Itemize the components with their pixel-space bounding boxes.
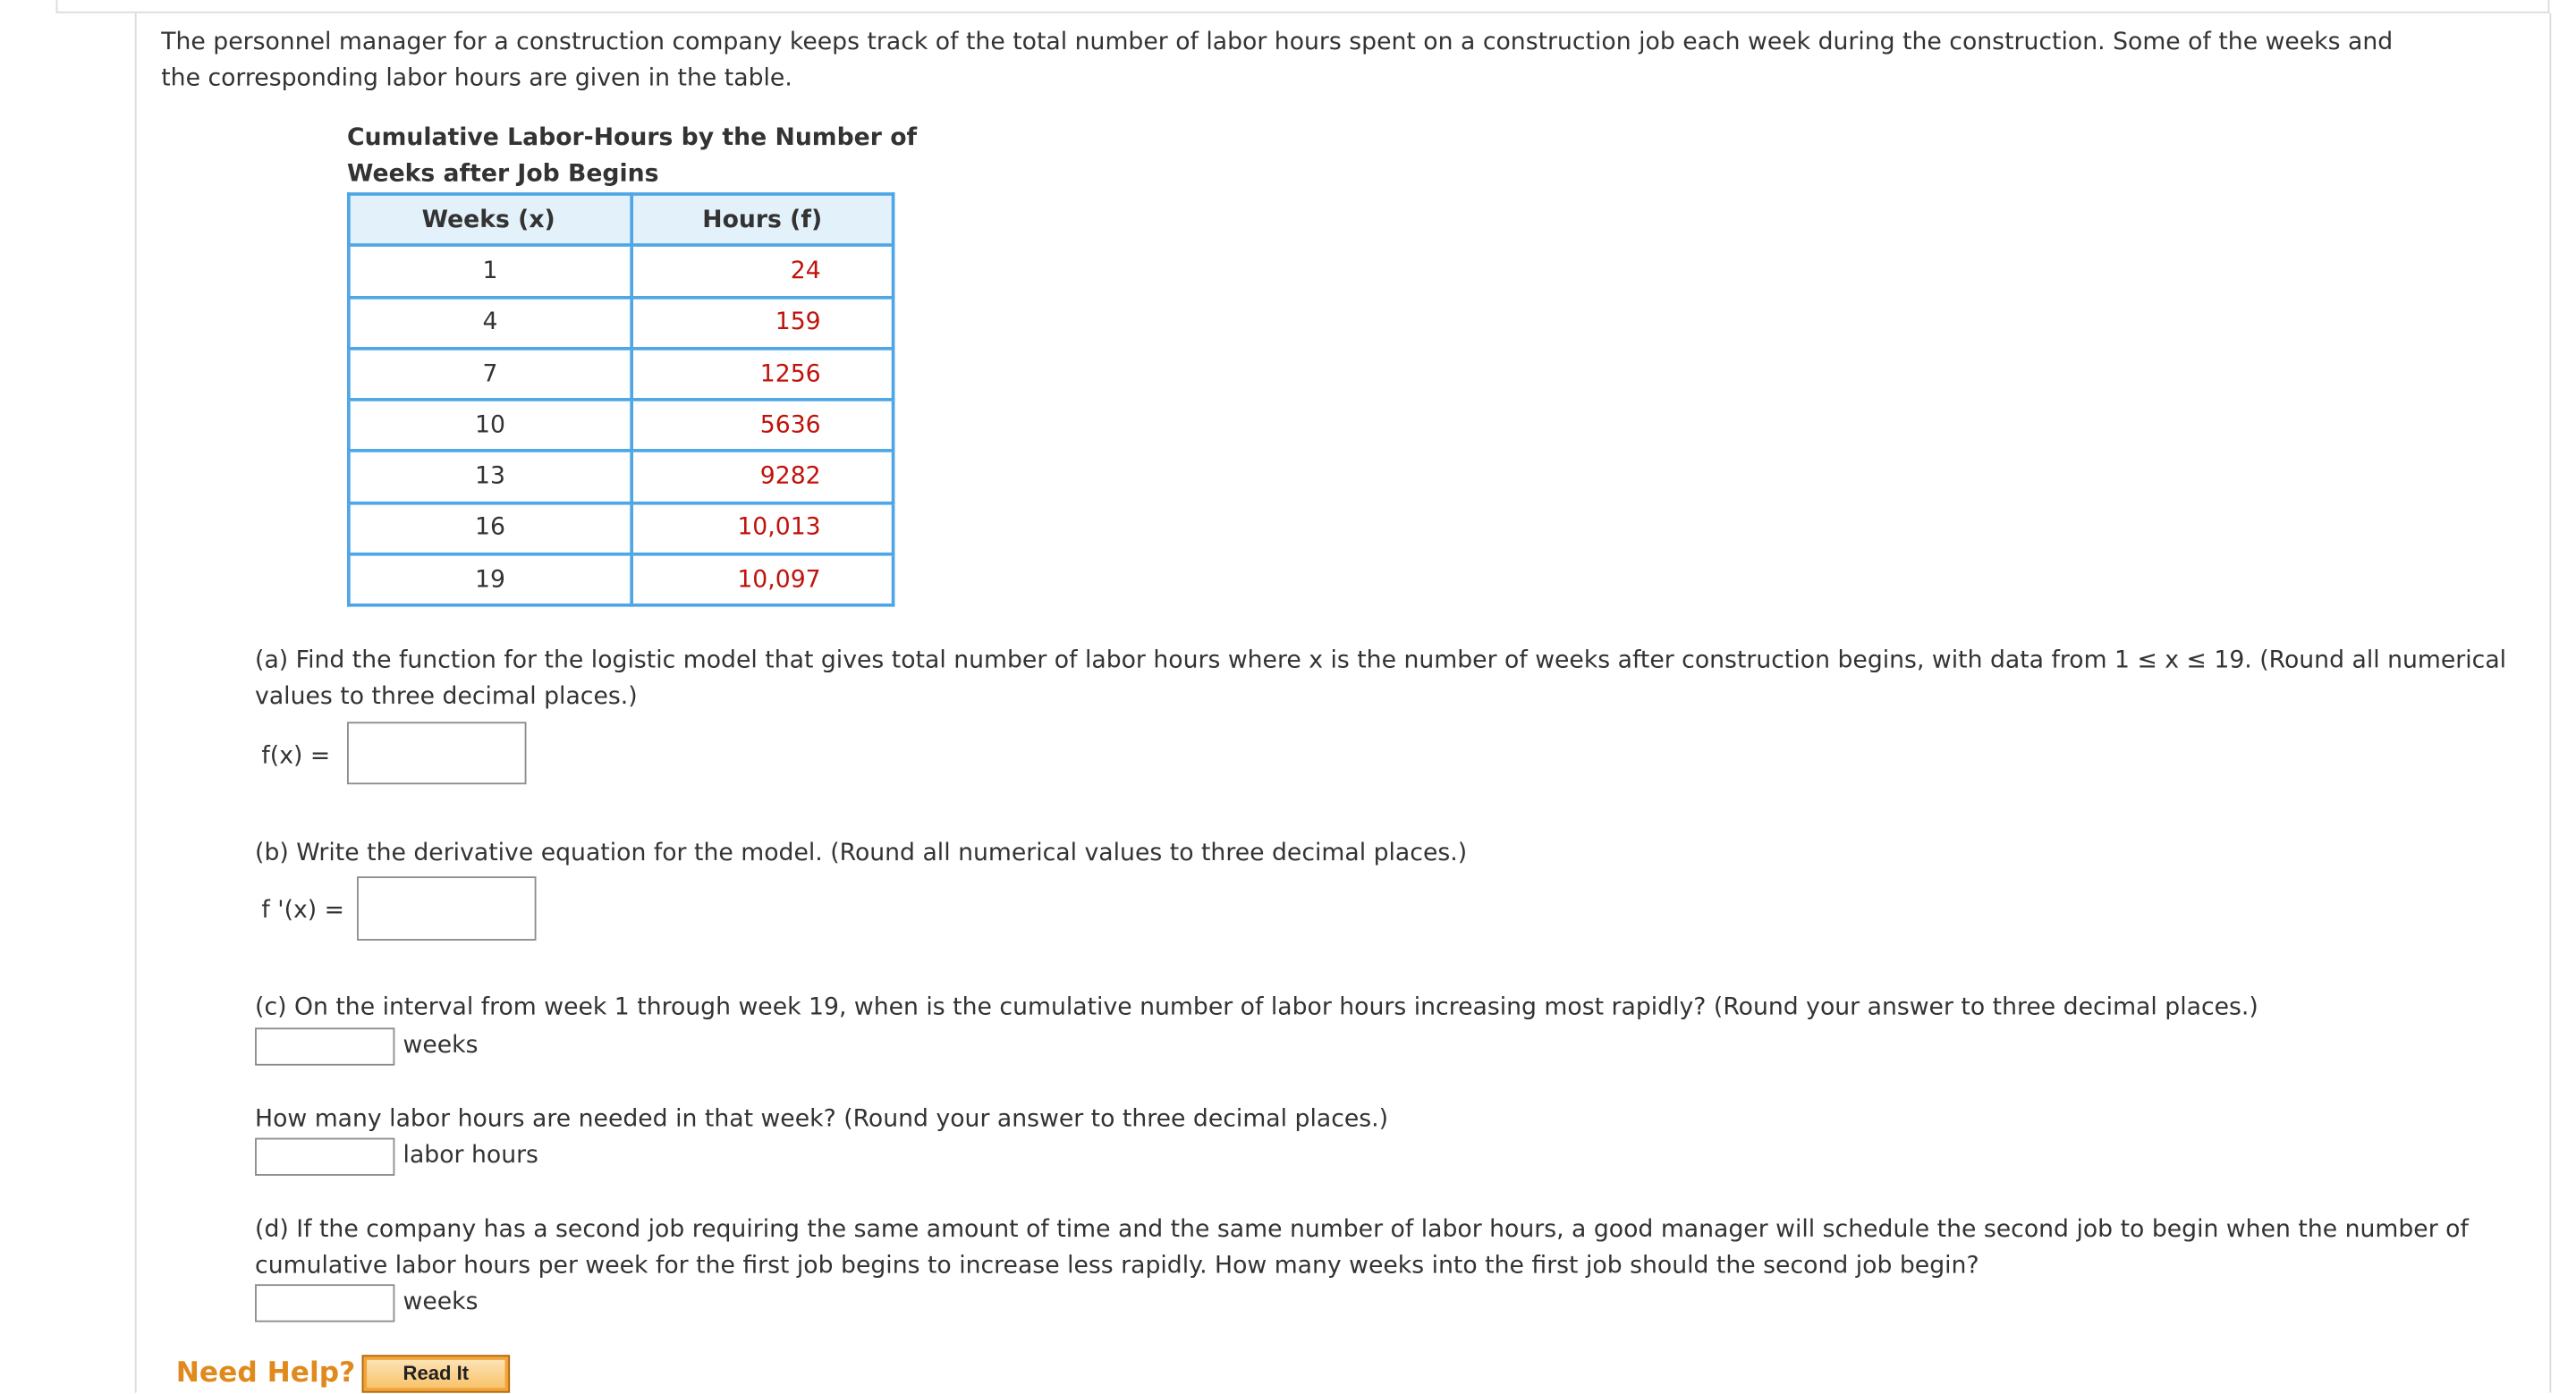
cell-hours: 5636: [631, 400, 893, 452]
cell-hours: 159: [631, 297, 893, 349]
cell-hours: 24: [631, 246, 893, 298]
part-d-question: (d) If the company has a second job requiring the same amount of time and the same number of labor hours, a good manager will schedule the second job to begin when the number of: [255, 1216, 2469, 1244]
cell-weeks: 1: [349, 246, 631, 298]
part-a-question-cont: values to three decimal places.): [255, 684, 638, 711]
part-c-question: (c) On the interval from week 1 through week 19, when is the cumulative number of labor hours increasing most rapidly? (Round your answer to three decimal places.): [255, 994, 2258, 1022]
col-header-hours: Hours (f): [631, 194, 893, 246]
table-row: [349, 246, 894, 298]
part-a-answer-input[interactable]: [347, 722, 526, 784]
table-header-row: [349, 194, 894, 246]
table-row: [349, 349, 894, 401]
part-b-answer-input[interactable]: [357, 876, 536, 941]
cell-hours: 9282: [631, 452, 893, 503]
cell-hours: 10,097: [631, 554, 893, 606]
cell-hours: 1256: [631, 349, 893, 401]
cell-weeks: 19: [349, 554, 631, 606]
read-it-button[interactable]: [362, 1355, 511, 1392]
data-table: [347, 192, 894, 607]
read-it-label: Read It: [367, 1360, 504, 1388]
col-header-weeks: Weeks (x): [349, 194, 631, 246]
problem-intro: The personnel manager for a construction company keeps track of the total number of labor hours spent on a construction job each week during the construction. Some of the weeks and the corresponding labor hours are given in the table.: [161, 30, 2394, 92]
part-c-weeks-input[interactable]: [255, 1027, 394, 1065]
part-d-question-cont: cumulative labor hours per week for the first job begins to increase less rapidly. How many weeks into the first job should the second job begin?: [255, 1253, 1979, 1280]
part-a-question: (a) Find the function for the logistic model that gives total number of labor hours where x is the number of weeks after construction begins, with data from 1 ≤ x ≤ 19. (Round all numerical: [255, 647, 2507, 674]
cell-weeks: 4: [349, 297, 631, 349]
part-c-hours-input[interactable]: [255, 1138, 394, 1176]
part-c-unit: weeks: [402, 1032, 479, 1060]
part-a-label: f(x) =: [261, 743, 331, 770]
cell-weeks: 16: [349, 503, 631, 554]
cell-weeks: 7: [349, 349, 631, 401]
table-caption: Cumulative Labor-Hours by the Number of Weeks after Job Begins: [347, 124, 918, 188]
table-row: [349, 452, 894, 503]
part-c-followup-question: How many labor hours are needed in that week? (Round your answer to three decimal places.): [255, 1106, 1389, 1134]
part-b-label: f '(x) =: [261, 898, 345, 925]
table-row: [349, 503, 894, 554]
part-d-weeks-input[interactable]: [255, 1284, 394, 1322]
part-b-question: (b) Write the derivative equation for the model. (Round all numerical values to three decimal places.): [255, 840, 1468, 867]
cell-weeks: 13: [349, 452, 631, 503]
part-c-followup-unit: labor hours: [402, 1143, 538, 1170]
need-help-label: Need Help?: [175, 1356, 356, 1390]
cell-hours: 10,013: [631, 503, 893, 554]
part-d-unit: weeks: [402, 1288, 479, 1316]
table-row: [349, 297, 894, 349]
table-row: [349, 400, 894, 452]
cell-weeks: 10: [349, 400, 631, 452]
table-row: [349, 554, 894, 606]
top-divider: [56, 0, 2550, 13]
